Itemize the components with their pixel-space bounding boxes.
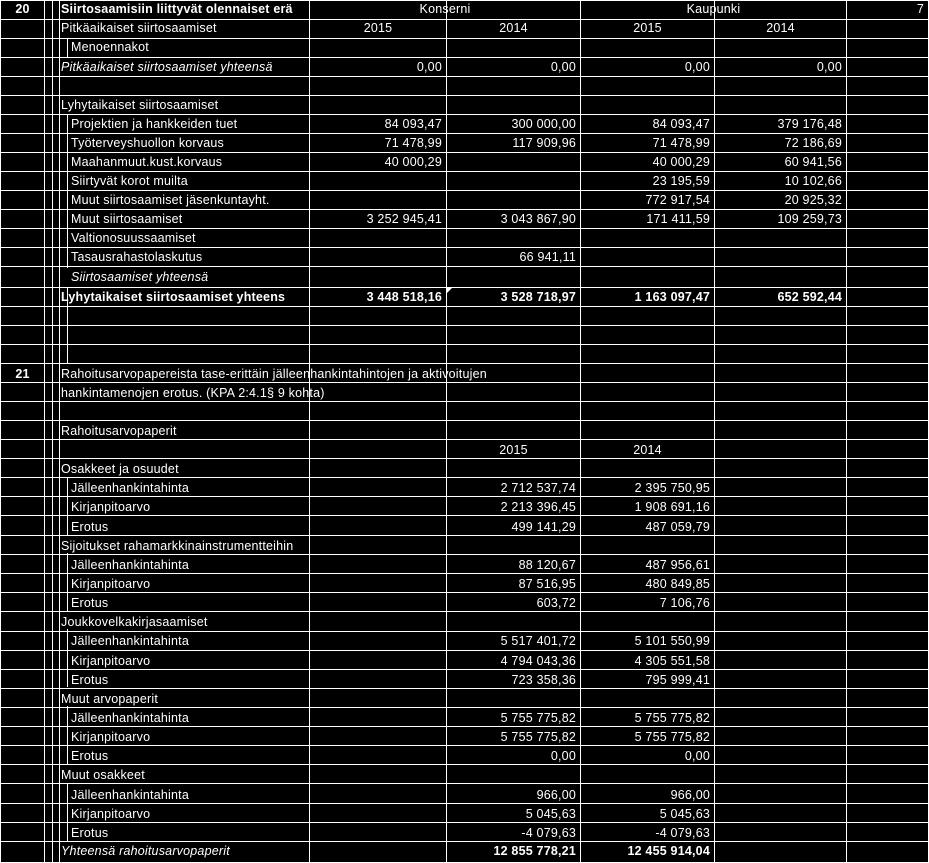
year-col-4: 2014 [766, 21, 795, 35]
short-term-row-value: 66 941,11 [519, 250, 576, 264]
security-row-value: 603,72 [536, 596, 576, 610]
short-total-value: 1 163 097,47 [634, 290, 710, 304]
security-row-value: 2 213 396,45 [500, 500, 576, 514]
short-term-row-value: 3 043 867,90 [500, 212, 576, 226]
security-row-label: Erotus [71, 749, 109, 763]
long-term-total-value: 0,00 [416, 60, 442, 74]
security-group-header: Muut osakkeet [61, 768, 145, 782]
security-row-value: 966,00 [670, 788, 710, 802]
short-term-row-value: 40 000,29 [652, 155, 710, 169]
security-row-value: 2 712 537,74 [500, 481, 576, 495]
security-row-value: 5 517 401,72 [500, 634, 576, 648]
short-term-row-value [581, 229, 710, 248]
section-20-number: 20 [15, 2, 30, 16]
short-term-row-value: 300 000,00 [511, 117, 576, 131]
short-term-row-label: Projektien ja hankkeiden tuet [71, 117, 238, 131]
short-term-row-value: 40 000,29 [384, 155, 442, 169]
grid-col-line [67, 477, 68, 535]
security-row-value: 723 358,36 [511, 673, 576, 687]
short-term-row-value [447, 172, 576, 191]
grid-row-line [0, 363, 929, 364]
security-row-value: 1 908 691,16 [634, 500, 710, 514]
year-col-1: 2015 [499, 443, 528, 457]
security-row-value: 5 045,63 [659, 807, 710, 821]
short-total-value: 3 528 718,97 [500, 290, 576, 304]
security-row-value: -4 079,63 [655, 826, 710, 840]
short-term-row-value: 109 259,73 [777, 212, 842, 226]
security-row-value: 487 956,61 [645, 558, 710, 572]
short-term-row-label: Maahanmuut.kust.korvaus [71, 155, 223, 169]
security-row-value: 5 101 550,99 [634, 634, 710, 648]
grand-total-value: 12 855 778,21 [493, 844, 576, 858]
short-term-row-value [447, 191, 576, 210]
short-term-row-value: 171 411,59 [646, 212, 710, 226]
section-21-number: 21 [15, 367, 30, 381]
short-term-row-value: 23 195,59 [652, 174, 710, 188]
short-total-value: 3 448 518,16 [366, 290, 442, 304]
security-row-value: 88 120,67 [518, 558, 576, 572]
short-term-row-value: 772 917,54 [645, 193, 710, 207]
security-row-value: 2 395 750,95 [634, 481, 710, 495]
security-row-value: 7 106,76 [659, 596, 710, 610]
security-row-label: Jälleenhankintahinta [71, 481, 189, 495]
short-term-row-value [715, 248, 842, 267]
short-term-row-value: 71 478,99 [384, 136, 442, 150]
short-term-row-value: 84 093,47 [652, 117, 710, 131]
grid-row-line [0, 325, 929, 326]
year-col-1: 2015 [363, 21, 393, 35]
short-term-row-value: 3 252 945,41 [366, 212, 442, 226]
long-term-total-value: 0,00 [816, 60, 842, 74]
long-term-total-value: 0,00 [550, 60, 576, 74]
menoennakot-label: Menoennakot [71, 40, 149, 54]
year-col-2: 2014 [499, 21, 528, 35]
security-row-value: -4 079,63 [521, 826, 576, 840]
short-term-row-label: Tasausrahastolaskutus [71, 250, 203, 264]
short-term-row-value: 10 102,66 [784, 174, 842, 188]
short-term-row-value [447, 229, 576, 248]
security-row-value: 4 794 043,36 [500, 654, 576, 668]
security-row-label: Jälleenhankintahinta [71, 711, 189, 725]
long-term-total-label: Pitkäaikaiset siirtosaamiset yhteensä [61, 60, 273, 74]
security-row-value: 4 305 551,58 [634, 654, 710, 668]
short-term-row-value [310, 191, 442, 210]
security-group-header: Sijoitukset rahamarkkinainstrumentteihin [61, 539, 294, 553]
security-row-label: Kirjanpitoarvo [71, 654, 151, 668]
short-total-label: Lyhytaikaiset siirtosaamiset yhteens [61, 290, 286, 304]
security-row-value: 5 755 775,82 [634, 711, 710, 725]
short-term-row-value [581, 248, 710, 267]
short-term-row-label: Työterveyshuollon korvaus [71, 136, 224, 150]
short-term-row-label: Siirtyvät korot muilta [71, 174, 188, 188]
grid-col-line [67, 706, 68, 764]
security-group-header: Muut arvopaperit [61, 692, 158, 706]
security-row-label: Kirjanpitoarvo [71, 730, 151, 744]
section-21-title-line1: Rahoitusarvopapereista tase-erittäin jälleenhankintahintojen ja aktivoitujen [61, 367, 487, 381]
security-row-value: 0,00 [684, 749, 710, 763]
security-row-value: 5 045,63 [525, 807, 576, 821]
security-row-value: 5 755 775,82 [500, 730, 576, 744]
security-row-value: 0,00 [550, 749, 576, 763]
group-konserni: Konserni [419, 2, 471, 16]
security-row-label: Jälleenhankintahinta [71, 788, 189, 802]
security-row-value: 5 755 775,82 [634, 730, 710, 744]
short-term-row-value [310, 229, 442, 248]
short-term-row-value: 20 925,32 [784, 193, 842, 207]
grand-total-value: 12 455 914,04 [627, 844, 710, 858]
short-term-row-value: 379 176,48 [777, 117, 842, 131]
security-row-label: Jälleenhankintahinta [71, 558, 189, 572]
grand-total-label: Yhteensä rahoitusarvopaperit [61, 844, 230, 858]
year-col-2: 2014 [633, 443, 662, 457]
security-group-header: Joukkovelkakirjasaamiset [61, 615, 208, 629]
short-term-row-value [310, 172, 442, 191]
short-term-row-value: 71 478,99 [652, 136, 710, 150]
security-row-label: Erotus [71, 520, 109, 534]
section-20-title: Siirtosaamisiin liittyvät olennaiset erä [61, 2, 293, 16]
short-total-value: 652 592,44 [777, 290, 842, 304]
short-term-row-value: 60 941,56 [784, 155, 842, 169]
grid-col-line [67, 783, 68, 841]
security-row-label: Erotus [71, 673, 109, 687]
grid-col-line [67, 553, 68, 611]
long-term-header: Pitkäaikaiset siirtosaamiset [61, 21, 217, 35]
security-row-label: Kirjanpitoarvo [71, 577, 151, 591]
security-row-value: 5 755 775,82 [500, 711, 576, 725]
short-term-header: Lyhytaikaiset siirtosaamiset [61, 98, 219, 112]
security-row-label: Erotus [71, 826, 109, 840]
short-term-row-value: 117 909,96 [512, 136, 576, 150]
page-number: 7 [916, 2, 924, 16]
security-row-value: 499 141,29 [511, 520, 576, 534]
security-row-label: Jälleenhankintahinta [71, 634, 189, 648]
short-term-row-value [310, 248, 442, 267]
group-kaupunki: Kaupunki [686, 2, 741, 16]
short-term-row-value [447, 153, 576, 172]
comment-marker-icon[interactable] [446, 288, 452, 294]
short-term-row-label: Valtionosuussaamiset [71, 231, 196, 245]
security-row-value: 87 516,95 [518, 577, 576, 591]
security-group-header: Osakkeet ja osuudet [61, 462, 179, 476]
security-row-label: Erotus [71, 596, 109, 610]
short-subtotal-label: Siirtosaamiset yhteensä [71, 270, 209, 284]
short-term-row-label: Muut siirtosaamiset [71, 212, 183, 226]
year-col-3: 2015 [633, 21, 662, 35]
security-row-label: Kirjanpitoarvo [71, 807, 151, 821]
security-row-value: 966,00 [536, 788, 576, 802]
security-row-value: 480 849,85 [645, 577, 710, 591]
table-title: Rahoitusarvopaperit [61, 424, 177, 438]
grid-row-line [0, 344, 929, 345]
grid-row-line [0, 420, 929, 421]
security-row-value: 487 059,79 [645, 520, 710, 534]
long-term-total-value: 0,00 [684, 60, 710, 74]
security-row-label: Kirjanpitoarvo [71, 500, 151, 514]
short-term-row-value: 84 093,47 [384, 117, 442, 131]
short-term-row-value: 72 186,69 [784, 136, 842, 150]
security-row-value: 795 999,41 [645, 673, 710, 687]
short-term-row-value [715, 229, 842, 248]
short-term-row-label: Muut siirtosaamiset jäsenkuntayht. [71, 193, 270, 207]
section-21-title-line2: hankintamenojen erotus. (KPA 2:4.1§ 9 kohta) [61, 386, 325, 400]
grid-col-line [67, 629, 68, 687]
